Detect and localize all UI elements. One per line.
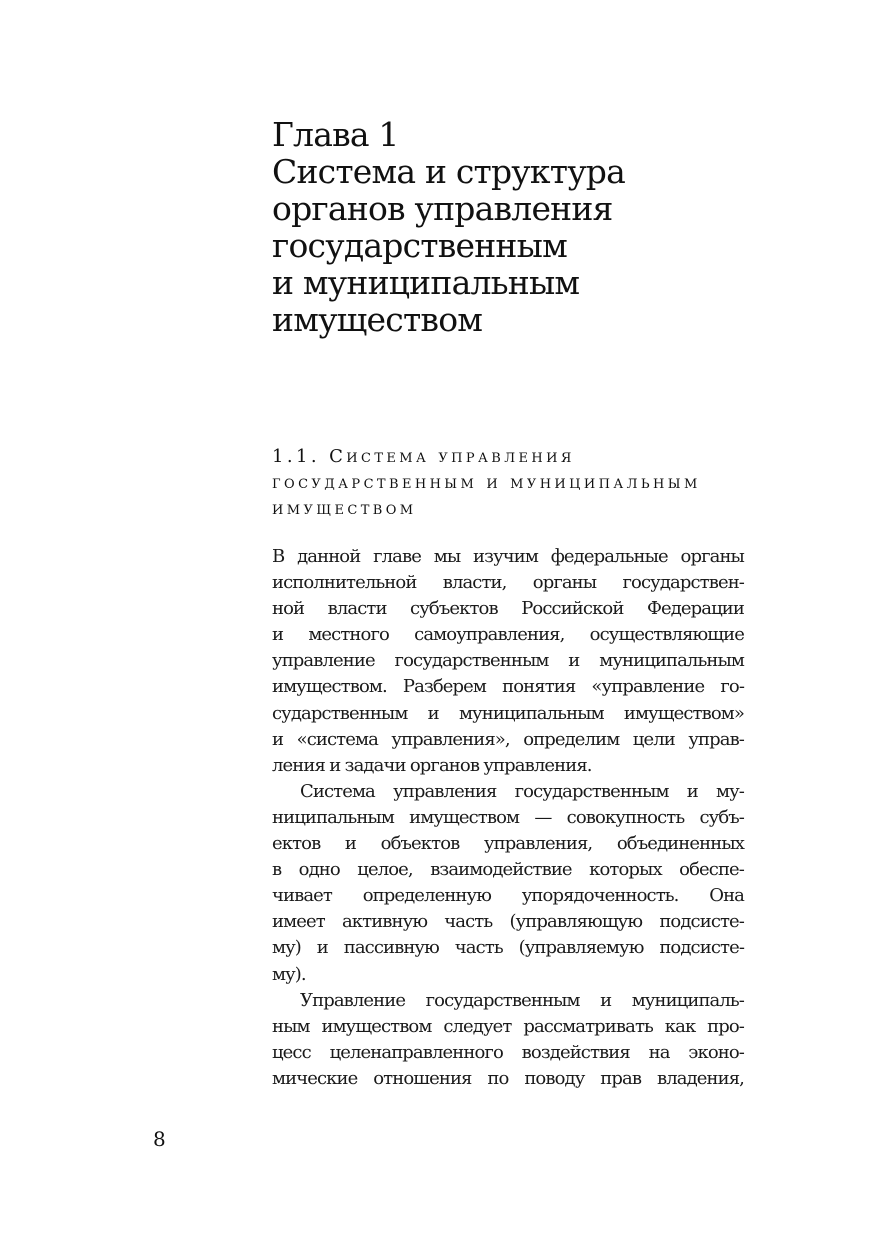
text-line: Система управления государственным и му- (300, 780, 744, 802)
text-line: ной власти субъектов Российской Федерации (272, 598, 744, 620)
text-line: в одно целое, взаимодействие которых обеспе- (272, 859, 744, 881)
text-line: В данной главе мы изучим федеральные органы (272, 546, 744, 567)
text-line: имеет активную часть (управляющую подсисте- (272, 911, 744, 933)
text-line: и «система управления», определим цели управ- (272, 728, 744, 750)
chapter-title-line: государственным (272, 226, 567, 265)
page-number: 8 (153, 1127, 166, 1151)
text-line: исполнительной власти, органы государствен- (272, 572, 744, 594)
text-line: ления и задачи органов управления. (272, 754, 592, 776)
text-line: Управление государственным и муниципаль- (300, 989, 744, 1011)
chapter-title-line: Система и структура (272, 152, 626, 191)
text-line: сударственным и муниципальным имуществом» (272, 702, 744, 724)
text-line: чивает определенную упорядоченность. Она (272, 885, 744, 907)
text-line: мические отношения по поводу прав владения, (272, 1067, 744, 1089)
text-line: ным имуществом следует рассматривать как про- (272, 1015, 744, 1037)
text-line: ектов и объектов управления, объединенных (272, 833, 744, 855)
body-text (272, 544, 744, 1092)
text-line: ниципальным имуществом — совокупность субъ- (272, 806, 744, 828)
chapter-title-line: и муниципальным (272, 263, 580, 302)
section-heading-line: имуществом (272, 498, 417, 519)
section-heading-line: государственным и муниципальным (272, 472, 701, 493)
section-heading (272, 444, 752, 522)
chapter-title-line: имуществом (272, 300, 483, 339)
text-line: му) и пассивную часть (управляемую подсисте- (272, 937, 744, 959)
text-line: управление государственным и муниципальным (272, 650, 744, 672)
text-line: и местного самоуправления, осуществляющие (272, 624, 744, 646)
chapter-title (272, 116, 792, 338)
text-line: имуществом. Разберем понятия «управление го- (272, 676, 744, 698)
text-line: цесс целенаправленного воздействия на эконо- (272, 1041, 744, 1063)
chapter-title-line: органов управления (272, 189, 613, 228)
section-heading-line: 1.1. Система управления (272, 446, 575, 467)
text-line: му). (272, 963, 306, 985)
chapter-title-line: Глава 1 (272, 115, 399, 154)
